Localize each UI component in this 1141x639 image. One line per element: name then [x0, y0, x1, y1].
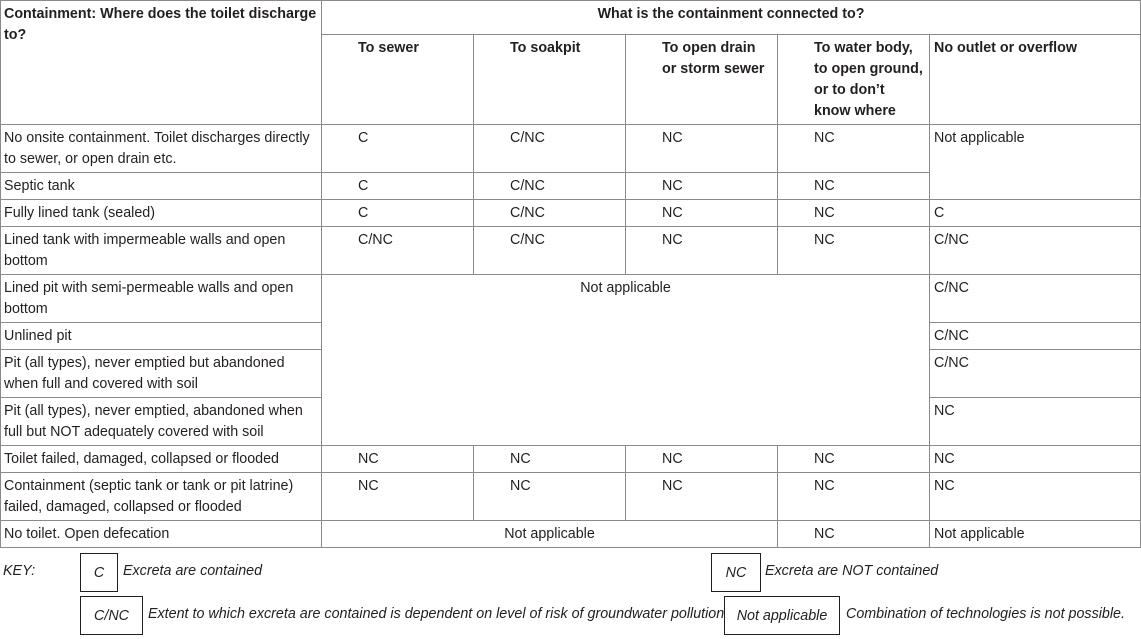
cell: NC [626, 473, 778, 521]
row-label: Pit (all types), never emptied but abandoned when full and covered with soil [1, 350, 322, 398]
row-label: Septic tank [1, 173, 322, 200]
cell: C/NC [930, 275, 1141, 323]
cell: NC [930, 446, 1141, 473]
table-row [1, 227, 1141, 275]
cell: NC [778, 125, 930, 173]
key-text-not-applicable: Combination of technologies is not possible. [846, 606, 1125, 622]
cell: C/NC [930, 350, 1141, 398]
cell: C [322, 173, 474, 200]
cell: NC [778, 173, 930, 200]
cell: NC [322, 473, 474, 521]
row-label: Containment (septic tank or tank or pit latrine) failed, damaged, collapsed or flooded [1, 473, 322, 521]
cell: C/NC [474, 125, 626, 173]
merged-not-applicable: Not applicable [322, 275, 930, 446]
cell: NC [626, 446, 778, 473]
cell: C [322, 125, 474, 173]
cell: NC [930, 473, 1141, 521]
cell: NC [626, 200, 778, 227]
key-code-cnc: C/NC [80, 596, 143, 635]
merged-not-applicable: Not applicable [322, 521, 778, 548]
cell: NC [778, 200, 930, 227]
cell: NC [778, 521, 930, 548]
key-code-not-applicable: Not applicable [724, 596, 840, 635]
key-text-cnc: Extent to which excreta are contained is dependent on level of risk of groundwater pollution [148, 606, 725, 622]
cell: C/NC [930, 323, 1141, 350]
cell: NC [322, 446, 474, 473]
table-row [1, 125, 1141, 173]
row-label: Fully lined tank (sealed) [1, 200, 322, 227]
col-header-no-outlet: No outlet or overflow [930, 35, 1141, 125]
row-label: Toilet failed, damaged, collapsed or flooded [1, 446, 322, 473]
table-row [1, 473, 1141, 521]
cell: NC [778, 473, 930, 521]
key-code-c: C [80, 553, 118, 592]
cell: C/NC [322, 227, 474, 275]
cell: C [930, 200, 1141, 227]
cell: NC [778, 227, 930, 275]
table-row [1, 275, 1141, 323]
row-header-title: Containment: Where does the toilet discharge to? [1, 1, 322, 125]
cell: NC [930, 398, 1141, 446]
cell: NC [626, 125, 778, 173]
cell: C/NC [474, 173, 626, 200]
row-label: Pit (all types), never emptied, abandoned when full but NOT adequately covered with soil [1, 398, 322, 446]
cell: C/NC [474, 200, 626, 227]
key-code-nc: NC [711, 553, 761, 592]
key-text-c: Excreta are contained [123, 563, 263, 579]
key-label: KEY: [3, 563, 36, 579]
row-label: Lined tank with impermeable walls and open bottom [1, 227, 322, 275]
cell: NC [778, 446, 930, 473]
row-label: Lined pit with semi-permeable walls and open bottom [1, 275, 322, 323]
table-row [1, 446, 1141, 473]
col-header-water-body: To water body, to open ground, or to don’t know where [778, 35, 930, 125]
row-label: No toilet. Open defecation [1, 521, 322, 548]
group-header: What is the containment connected to? [322, 1, 1141, 35]
col-header-open-drain: To open drain or storm sewer [626, 35, 778, 125]
table-row [1, 521, 1141, 548]
header-row-1 [1, 1, 1141, 35]
col-header-soakpit: To soakpit [474, 35, 626, 125]
key-text-nc: Excreta are NOT contained [765, 563, 939, 579]
table-row [1, 200, 1141, 227]
cell: NC [474, 473, 626, 521]
col-header-sewer: To sewer [322, 35, 474, 125]
cell: NC [626, 173, 778, 200]
cell: C/NC [930, 227, 1141, 275]
row-label: Unlined pit [1, 323, 322, 350]
cell: NC [474, 446, 626, 473]
cell: NC [626, 227, 778, 275]
cell: Not applicable [930, 125, 1141, 200]
row-label: No onsite containment. Toilet discharges directly to sewer, or open drain etc. [1, 125, 322, 173]
cell: C [322, 200, 474, 227]
cell: C/NC [474, 227, 626, 275]
cell: Not applicable [930, 521, 1141, 548]
